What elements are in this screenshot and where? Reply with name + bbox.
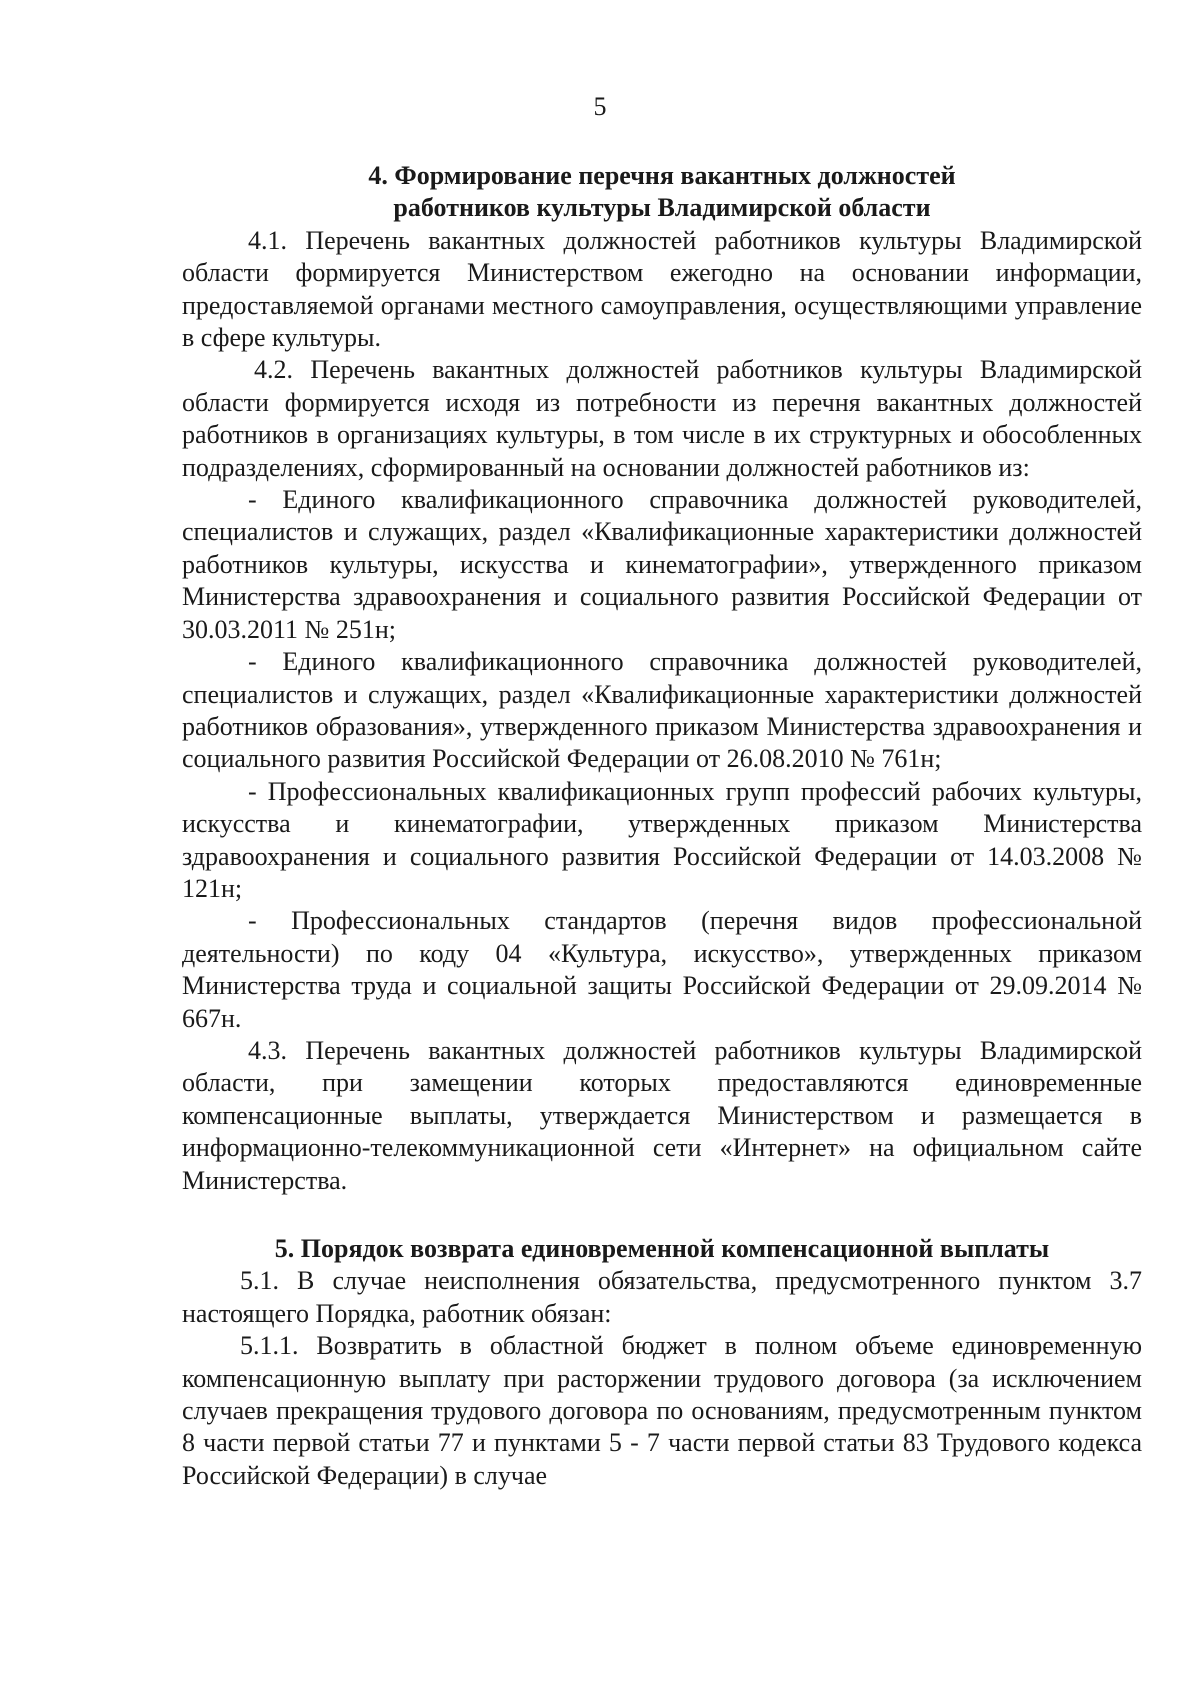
section4-heading-line1: 4. Формирование перечня вакантных должностей: [368, 161, 956, 190]
paragraph-5-1-1: 5.1.1. Возвратить в областной бюджет в полном объеме единовременную компенсационную выплату при расторжении трудового договора (за исключением случаев прекращения трудового договора по основаниям, предусмотренным пунктом 8 части первой статьи 77 и пунктами 5 - 7 части первой статьи 83 Трудового кодекса Российской Федерации) в случае: [182, 1331, 1142, 1490]
list-item-1: - Единого квалификационного справочника должностей руководителей, специалистов и служащих, раздел «Квалификационные характеристики должностей работников культуры, искусства и кинематографии», утвержденного приказом Министерства здравоохранения и социального развития Российской Федерации от 30.03.2011 № 251н;: [182, 485, 1142, 644]
list-item-2: - Единого квалификационного справочника должностей руководителей, специалистов и служащих, раздел «Квалификационные характеристики должностей работников образования», утвержденного приказом Министерства здравоохранения и социального развития Российской Федерации от 26.08.2010 № 761н;: [182, 647, 1142, 774]
section5-heading: 5. Порядок возврата единовременной компенсационной выплаты: [274, 1234, 1050, 1263]
section-spacer: [182, 1197, 1142, 1233]
page-number: 5: [593, 92, 607, 121]
section4-heading-line2: работников культуры Владимирской области: [393, 193, 931, 223]
paragraph-4-3: 4.3. Перечень вакантных должностей работников культуры Владимирской области, при замещении которых предоставляются единовременные компенсационные выплаты, утверждается Министерством и размещается в информационно-телекоммуникационной сети «Интернет» на официальном сайте Министерства.: [182, 1035, 1142, 1195]
list-item-3: - Профессиональных квалификационных групп профессий рабочих культуры, искусства и кинематографии, утвержденных приказом Министерства здравоохранения и социального развития Российской Федерации от 14.03.2008 № 121н;: [182, 776, 1142, 903]
list-item-4: - Профессиональных стандартов (перечня видов профессиональной деятельности) по коду 04 «Культура, искусство», утвержденных приказом Министерства труда и социальной защиты Российской Федерации от 29.09.2014 № 667н.: [182, 906, 1142, 1033]
paragraph-5-1: 5.1. В случае неисполнения обязательства, предусмотренного пунктом 3.7 настоящего Порядка, работник обязан:: [182, 1266, 1142, 1328]
document-body: [182, 160, 1142, 1492]
paragraph-4-1: 4.1. Перечень вакантных должностей работников культуры Владимирской области формируется Министерством ежегодно на основании информации, предоставляемой органами местного самоуправления, осуществляющими управление в сфере культуры.: [182, 225, 1142, 353]
paragraph-4-2: 4.2. Перечень вакантных должностей работников культуры Владимирской области формируется исходя из потребности из перечня вакантных должностей работников в организациях культуры, в том числе в их структурных и обособленных подразделениях, сформированный на основании должностей работников из:: [182, 355, 1142, 482]
